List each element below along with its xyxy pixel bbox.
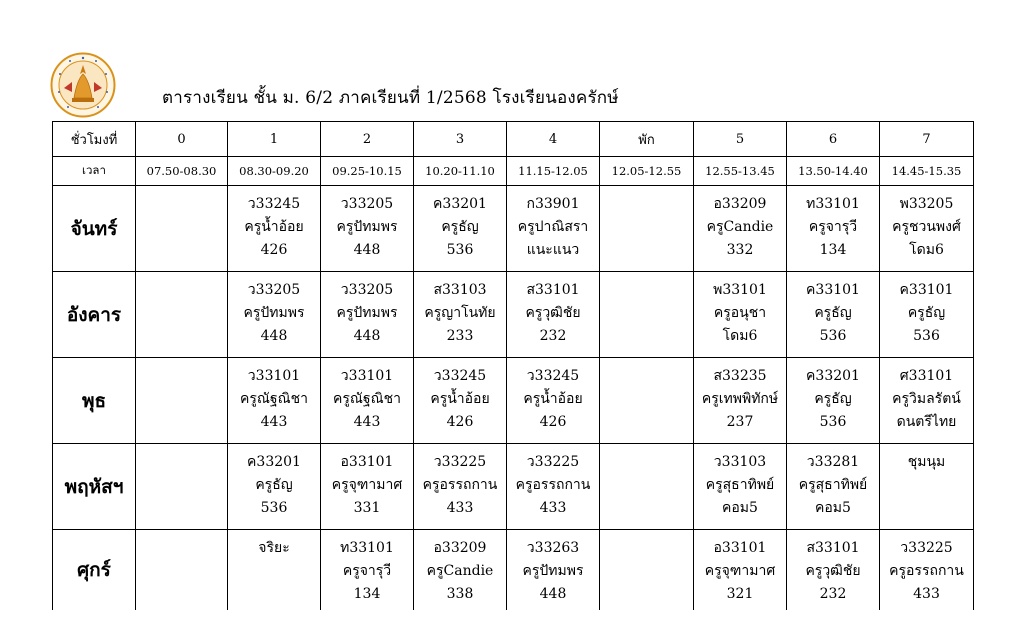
class-info: [414, 358, 506, 434]
teacher-name: ครูปัทมพร: [336, 305, 398, 321]
room: 237: [726, 414, 754, 430]
room: 536: [446, 242, 474, 258]
class-info: [228, 186, 320, 262]
teacher-name: ครูCandie: [426, 563, 494, 579]
subject-code: ว33205: [247, 282, 301, 298]
teacher-name: ครูอรรถกาน: [422, 477, 498, 493]
teacher-name: ครูอนุชา: [713, 305, 767, 321]
subject-code: ค33101: [899, 282, 954, 298]
corner-label: ชั่วโมงที่: [53, 122, 136, 157]
class-info: [787, 358, 879, 434]
room: 134: [819, 242, 847, 258]
room: 433: [913, 586, 940, 602]
subject-code: พ33101: [713, 282, 767, 298]
class-cell: [321, 530, 414, 611]
day-name: อังคาร: [53, 272, 136, 358]
room: 232: [539, 328, 567, 344]
room: 332: [726, 242, 754, 258]
room: 443: [353, 414, 381, 430]
teacher-name: ครูสุธาทิพย์: [705, 477, 775, 493]
room: 232: [819, 586, 847, 602]
class-info: [600, 358, 693, 365]
class-cell: [600, 444, 694, 530]
class-info: [507, 186, 599, 262]
subject-code: อ33209: [433, 540, 487, 556]
teacher-name: ครูณัฐณิชา: [333, 391, 401, 407]
teacher-name: ครูจารุวี: [342, 563, 392, 579]
room: โดม6: [909, 242, 944, 258]
teacher-name: ครูปัทมพร: [243, 305, 305, 321]
subject-code: ว33205: [340, 282, 394, 298]
time-slot: 10.20-11.10: [414, 157, 507, 186]
teacher-name: ครูวิมลรัตน์: [892, 391, 961, 407]
time-row: [53, 157, 974, 186]
class-cell: [228, 272, 321, 358]
period-header: 2: [321, 122, 414, 157]
class-cell: [228, 186, 321, 272]
room: 233: [446, 328, 474, 344]
class-info: [880, 530, 973, 606]
subject-code: ว33263: [526, 540, 580, 556]
class-cell: [414, 186, 507, 272]
subject-code: ว33103: [713, 454, 767, 470]
teacher-name: ครูธัญ: [814, 391, 852, 407]
time-slot: 12.05-12.55: [600, 157, 694, 186]
room: 321: [726, 586, 754, 602]
class-info: [414, 272, 506, 348]
room: 448: [539, 586, 567, 602]
teacher-name: ครูธัญ: [814, 305, 852, 321]
class-info: [787, 272, 879, 348]
class-info: [136, 444, 227, 451]
class-cell: [321, 358, 414, 444]
time-slot: 11.15-12.05: [507, 157, 600, 186]
class-cell: [600, 272, 694, 358]
room: 134: [353, 586, 381, 602]
room: แนะแนว: [526, 242, 580, 258]
teacher-name: ครูปัทมพร: [522, 563, 584, 579]
class-info: [136, 186, 227, 193]
period-header: 0: [136, 122, 228, 157]
class-cell: [507, 272, 600, 358]
class-cell: [136, 186, 228, 272]
period-header: 5: [694, 122, 787, 157]
time-slot: 12.55-13.45: [694, 157, 787, 186]
page-title: ตารางเรียน ชั้น ม. 6/2 ภาคเรียนที่ 1/2568 โรงเรียนองครักษ์: [162, 88, 619, 108]
room: 448: [353, 242, 381, 258]
class-info: [414, 186, 506, 262]
class-cell: [880, 530, 974, 611]
room: 433: [446, 500, 474, 516]
subject-code: อ33101: [713, 540, 767, 556]
subject-code: ว33225: [900, 540, 953, 556]
subject-code: อ33101: [340, 454, 394, 470]
room: 448: [260, 328, 288, 344]
class-info: [880, 272, 973, 348]
class-cell: [694, 358, 787, 444]
class-cell: [600, 358, 694, 444]
room: ดนตรีไทย: [896, 414, 957, 430]
time-slot: 13.50-14.40: [787, 157, 880, 186]
class-info: [787, 444, 879, 520]
subject-code: ท33101: [806, 196, 860, 212]
class-cell: [600, 530, 694, 611]
class-cell: [414, 358, 507, 444]
time-slot: 08.30-09.20: [228, 157, 321, 186]
subject-code: ส33235: [713, 368, 767, 384]
subject-code: ว33101: [247, 368, 301, 384]
class-cell: [694, 444, 787, 530]
subject-code: ค33201: [247, 454, 301, 470]
teacher-name: ครูธัญ: [441, 219, 479, 235]
school-seal-icon: [50, 52, 116, 118]
class-cell: [507, 186, 600, 272]
class-cell: [880, 358, 974, 444]
teacher-name: ครูจุฑามาศ: [704, 563, 776, 579]
class-cell: [880, 272, 974, 358]
teacher-name: ครูชวนพงศ์: [892, 219, 961, 235]
timetable: [52, 121, 974, 610]
class-cell: [414, 444, 507, 530]
class-info: [507, 444, 599, 520]
class-cell: [136, 358, 228, 444]
period-header-row: [53, 122, 974, 157]
room: คอม5: [722, 500, 758, 516]
room: 536: [260, 500, 288, 516]
teacher-name: ครูญาโนทัย: [424, 305, 496, 321]
class-info: [228, 272, 320, 348]
teacher-name: ครูจารุวี: [808, 219, 858, 235]
class-info: [321, 272, 413, 348]
room: 443: [260, 414, 288, 430]
class-info: [694, 358, 786, 434]
class-cell: [136, 272, 228, 358]
class-info: [507, 272, 599, 348]
class-cell: [787, 444, 880, 530]
day-name: จันทร์: [53, 186, 136, 272]
day-name: พฤหัสฯ: [53, 444, 136, 530]
class-cell: [880, 444, 974, 530]
room: 448: [353, 328, 381, 344]
teacher-name: ครูอรรถกาน: [515, 477, 591, 493]
period-header: 6: [787, 122, 880, 157]
teacher-name: ครูวุฒิชัย: [525, 305, 581, 321]
class-info: [321, 186, 413, 262]
class-cell: [694, 530, 787, 611]
time-slot: 07.50-08.30: [136, 157, 228, 186]
time-slot: 09.25-10.15: [321, 157, 414, 186]
class-info: [228, 444, 320, 520]
day-name: ศุกร์: [53, 530, 136, 611]
class-cell: [600, 186, 694, 272]
subject-code: ว33281: [806, 454, 860, 470]
class-info: [880, 358, 973, 434]
class-cell: [228, 358, 321, 444]
class-info: [136, 272, 227, 279]
room: 426: [446, 414, 474, 430]
class-info: [880, 186, 973, 262]
class-cell: [507, 358, 600, 444]
subject-code: อ33209: [713, 196, 767, 212]
teacher-name: ครูCandie: [706, 219, 774, 235]
subject-code: ส33101: [806, 540, 860, 556]
teacher-name: ครูธัญ: [907, 305, 946, 321]
subject-code: ก33901: [526, 196, 580, 212]
teacher-name: ครูน้ำอ้อย: [430, 391, 490, 407]
class-info: [321, 358, 413, 434]
teacher-name: ครูน้ำอ้อย: [523, 391, 583, 407]
class-cell: [414, 272, 507, 358]
class-info: [507, 530, 599, 606]
class-info: [414, 530, 506, 606]
subject-code: ว33101: [340, 368, 394, 384]
class-info: [136, 358, 227, 365]
class-cell: [228, 444, 321, 530]
class-info: [600, 272, 693, 279]
class-cell: [507, 444, 600, 530]
subject-code: ค33101: [806, 282, 860, 298]
class-info: [787, 530, 879, 606]
class-info: [321, 444, 413, 520]
class-cell: [321, 444, 414, 530]
teacher-name: ครูจุฑามาศ: [331, 477, 403, 493]
subject-code: ท33101: [340, 540, 394, 556]
teacher-name: ครูสุธาทิพย์: [798, 477, 868, 493]
day-row: [53, 530, 974, 611]
class-info: [228, 530, 320, 560]
class-cell: [694, 272, 787, 358]
subject-code: ว33245: [433, 368, 487, 384]
room: 426: [260, 242, 288, 258]
subject-code: ค33201: [806, 368, 860, 384]
teacher-name: ครูอรรถกาน: [889, 563, 964, 579]
time-label: เวลา: [53, 157, 136, 186]
subject-code: ว33245: [247, 196, 301, 212]
class-info: [880, 444, 973, 474]
class-cell: [507, 530, 600, 611]
class-cell: [880, 186, 974, 272]
class-info: [228, 358, 320, 434]
room: 433: [539, 500, 567, 516]
subject-code: ส33101: [526, 282, 580, 298]
teacher-name: ครูณัฐณิชา: [240, 391, 308, 407]
day-row: [53, 444, 974, 530]
class-cell: [321, 186, 414, 272]
activity-label: จริยะ: [258, 540, 290, 556]
subject-code: ว33205: [340, 196, 394, 212]
day-row: [53, 358, 974, 444]
class-info: [600, 444, 693, 451]
subject-code: ว33225: [526, 454, 580, 470]
subject-code: ว33225: [433, 454, 487, 470]
teacher-name: ครูวุฒิชัย: [805, 563, 861, 579]
day-name: พุธ: [53, 358, 136, 444]
period-header: 3: [414, 122, 507, 157]
room: 426: [539, 414, 567, 430]
class-info: [694, 530, 786, 606]
room: 536: [913, 328, 940, 344]
class-info: [787, 186, 879, 262]
class-cell: [787, 530, 880, 611]
class-info: [136, 530, 227, 537]
subject-code: ส33103: [433, 282, 487, 298]
class-info: [414, 444, 506, 520]
subject-code: ศ33101: [899, 368, 954, 384]
period-header: 1: [228, 122, 321, 157]
teacher-name: ครูเทพพิทักษ์: [701, 391, 779, 407]
room: 331: [353, 500, 381, 516]
room: โดม6: [722, 328, 758, 344]
class-cell: [228, 530, 321, 611]
teacher-name: ครูน้ำอ้อย: [244, 219, 304, 235]
room: คอม5: [815, 500, 851, 516]
class-cell: [136, 444, 228, 530]
class-cell: [787, 186, 880, 272]
class-info: [600, 530, 693, 537]
subject-code: พ33205: [899, 196, 954, 212]
teacher-name: ครูปัทมพร: [336, 219, 398, 235]
room: 338: [446, 586, 474, 602]
class-info: [507, 358, 599, 434]
room: 536: [819, 328, 847, 344]
class-cell: [136, 530, 228, 611]
teacher-name: ครูปาณิสรา: [517, 219, 589, 235]
room: 536: [819, 414, 847, 430]
time-slot: 14.45-15.35: [880, 157, 974, 186]
period-header: พัก: [600, 122, 694, 157]
activity-label: ชุมนุม: [907, 454, 946, 470]
day-row: [53, 272, 974, 358]
period-header: 4: [507, 122, 600, 157]
subject-code: ว33245: [526, 368, 580, 384]
class-info: [694, 186, 786, 262]
day-row: [53, 186, 974, 272]
class-info: [321, 530, 413, 606]
class-cell: [321, 272, 414, 358]
class-cell: [414, 530, 507, 611]
class-cell: [694, 186, 787, 272]
class-info: [694, 444, 786, 520]
period-header: 7: [880, 122, 974, 157]
class-info: [600, 186, 693, 193]
class-cell: [787, 358, 880, 444]
class-cell: [787, 272, 880, 358]
teacher-name: ครูธัญ: [255, 477, 293, 493]
subject-code: ค33201: [433, 196, 487, 212]
class-info: [694, 272, 786, 348]
